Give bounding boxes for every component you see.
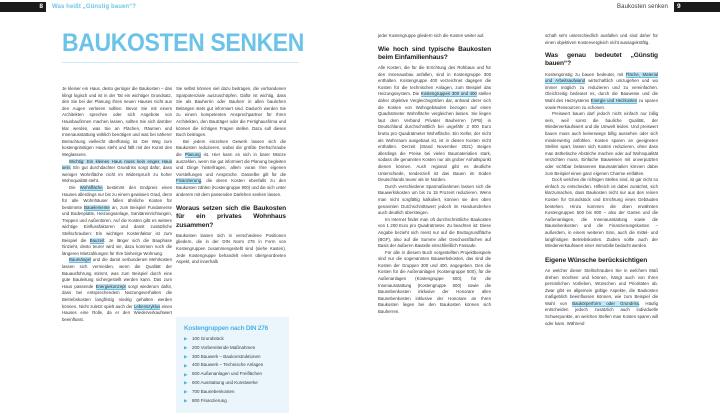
paragraph-text: stellen daher objektive Vergleichsgrößen dar, anhand derer sich die Kosten von Wohngebäuden bezogen auf einen Quadratmeter Wohnfläche vergleichen lassen. Sie liegen laut dem Verband Privater Bauherren (VPB) in Deutschland durchschnittlich bei ungefähr 2 000 Euro brutto pro Quadratmeter Wohnfläche. Ein Keller, der nicht als Wohnraum ausgebaut ist, ist in diesen Kosten nicht enthalten. Derzeit (Stand November 2021) steigen allerdings die Preise bei vielen Baumaterialien stark, sodass die genannten Kosten nur als grober Anhaltspunkt dienen können. Auch regional gibt es deutliche Unterschiede, tendenziell ist das Bauen im Süden Deutschlands teurer als im Norden. (378, 91, 492, 183)
info-box-list (184, 337, 282, 403)
paragraph: Im Internet findet man oft durchschnittliche Baukosten von 1 200 Euro pro Quadratmeter. Zu beachten ist: Diese Angabe bezieht sich meist nur auf die Bruttogrundfläche (BGF), also auf die Summe aller Geschossflächen auf Basis der äußeren Bauteile einschließlich Fassade. (378, 216, 491, 249)
paragraph: Baukosten lassen sich in verschiedene Positionen gliedern, die in der DIN Norm 276 in Form von Kostengruppen zusammengestellt sind (siehe Kasten). Jede Kostengruppe behandelt einen übergeordneten Aspekt, und innerhalb (176, 232, 286, 265)
paragraph (62, 185, 172, 258)
section-heading: Was genau bedeutet „Günstig bauen“? (545, 52, 658, 68)
list-item-label: 500 Außenanlagen und Freiflächen (192, 371, 263, 377)
section-heading: Wie hoch sind typische Baukosten beim Einfamilienhaus? (378, 45, 491, 61)
list-item (184, 372, 282, 377)
title-divider (62, 62, 299, 63)
highlight-term-flaeche-material: Fläche, Material und Arbeitsaufwand (545, 71, 658, 84)
highlight-term-energiekonzept: Energiekonzept (95, 283, 126, 289)
triangle-bullet-icon: ▶ (184, 380, 188, 386)
paragraph-text: eines Hauses eine Rolle, da er den Wiederverkaufswert beeinflusst. (62, 303, 172, 322)
highlight-term-baumaengel: Baumängel (69, 257, 91, 263)
paragraph-text: bestimmt den Endpreis eines Hauses allerdings nur bis zu einem gewissen Grad, denn für alle Wohnhäuser fallen ähnliche Kosten für bestimmte (62, 184, 172, 210)
paragraph (378, 65, 491, 184)
triangle-bullet-icon: ▶ (184, 371, 188, 377)
paragraph-text: ist. Hier kann es sich in barer Münze auszahlen, wenn Sie gut informiert die Planung begleiten und Dinge hinterfragen, allem voran Ihre eigenen Vorstellungen und Ansprüche. Dasselbe gilt für die (176, 151, 286, 177)
highlight-term-energie-heizkosten: Energie und Heizkosten (590, 98, 638, 104)
list-item (184, 346, 282, 351)
text-column-4 (545, 33, 658, 327)
list-item (184, 399, 282, 404)
list-item (184, 390, 282, 395)
section-heading: Woraus setzen sich die Baukosten für ein privates Wohnhaus zusammen? (176, 205, 286, 229)
list-item (184, 355, 282, 360)
list-item (184, 381, 282, 386)
paragraph (62, 257, 172, 323)
highlight-term-finanzierung: Finanzierung (176, 178, 202, 184)
running-header-right-title: Baukosten senken (617, 4, 668, 10)
paragraph-text: Ein gut durchdachter Grundriss sorgt dafür, dass weniger Wohnfläche nicht im Widerspruch zu hoher Wohnqualität steht. (62, 165, 172, 184)
paragraph-text: : Je länger sich die Bauphase hinzieht, desto teurer wird sie, dazu kommen noch die längeren Mietzahlungen für Ihre bisherige Wohnung. (62, 237, 172, 256)
text-column-2 (176, 86, 286, 266)
paragraph-text: und die damit verbundenen Mehrkosten lassen sich vermeiden, wenn die Qualität der Bauausführung stimmt, was zum Beispiel durch eine gute Bauleitung sichergestellt werden kann. Das zum Haus passende (62, 257, 172, 289)
paragraph-text: Alle Kosten, die für die Errichtung des Rohbaus und für den Innenausbau anfallen, sind in Kostengruppe 300 enthalten. Kostengruppe 400 verzeichnet dagegen die Kosten für die technischen Anlagen, zum Beispiel das Heizungssystem. Die (378, 65, 491, 97)
triangle-bullet-icon: ▶ (184, 362, 188, 368)
triangle-bullet-icon: ▶ (184, 353, 188, 359)
paragraph: Sie selbst können viel dazu beitragen, die vorhandenen Sparpotenziale auszuschöpfen. Dafür ist wichtig, dass Sie als Bauherrin oder Bauherr in allen baulichen Belangen stets gut informiert sind. Dadurch werden Sie zu einem kompetenten Ansprechpartner für Ihren Architekten, den Bauträger oder die Fertighausfirma und können die richtigen Fragen stellen. Dazu soll dieses Buch beitragen. (176, 86, 286, 138)
paragraph-text: wirtschaftlich umzugehen und wo immer möglich zu reduzieren und zu vereinfachen. Gleichzeitig bedeutet es, durch die Bauweise und die Wahl des Heizsystems (545, 78, 658, 104)
list-item-label: 400 Bauwerk – Technische Anlagen (192, 362, 264, 368)
running-header-right (617, 2, 720, 12)
highlight-term-lebenszyklus: Lebenszyklus (133, 303, 161, 309)
paragraph-text: an, zum Beispiel Fundamente und Bodenplatte, Heizungsanlage, Sanitäreinrichtungen, Treppen und Außentüren. Auf die Kosten gibt es weitere wichtige Einflussfaktoren und damit zusätzliche Stellschrauben: Ein wichtiger Kostenfaktor ist zum Beispiel die (62, 204, 172, 243)
paragraph: Preiswert bauen darf jedoch nicht einfach nur billig sein, weil sonst die bauliche Qualität, der Wiederverkaufswert und die Umwelt leiden. Und preiswert bauen muss auch keineswegs billig aussehen oder sich minderwertig anfühlen. Kosten sparen an geeigneten Stellen spart, lassen sich Kosten reduzieren, ohne dass man ästhetische Abstriche machen oder auf Wohnqualität verzichten muss. Einfache Bauweisen mit unverputzten oder sichtbar belassenen Baumaterialien können dabei zum Beispiel einen ganz eigenen Charme entfalten. (545, 111, 658, 176)
paragraph: Je kleiner ein Haus, desto geringer die Baukosten – das klingt logisch und ist in der Tat ein wichtiger Grundsatz, den Sie bei der Planung Ihres neuen Hauses nicht aus den Augen verlieren sollten. Bevor Sie mit einem Architekten sprechen oder sich Angebote von Hausbaufirmen machen lassen, sollten Sie sich darüber klar werden, was Sie an Flächen, Räumen und Innenausstattung wirklich benötigen und was bei näherer Betrachtung vielleicht überflüssig ist. Der Weg zum kostengünstigen Haus steht und fällt mit der Kunst des Weglassens. (62, 86, 172, 157)
paragraph: Durch verschiedene Sparmaßnahmen lassen sich die Bauwerkskosten um bis zu 15 Prozent reduzieren. Wenn man nicht sorgfältig kalkuliert, können sie den oben genannten Durchschnittswert jedoch im Handumdrehen auch deutlich übersteigen. (378, 183, 491, 216)
list-item (184, 337, 282, 342)
highlight-phrase: Wichtig: Ein kleines Haus muss kein enges Haus sein. (62, 158, 172, 171)
paragraph (62, 159, 172, 185)
highlight-term-wohnflaeche: Wohnfläche (79, 184, 103, 190)
highlight-term-bauzeit: Bauzeit (89, 237, 105, 243)
triangle-bullet-icon: ▶ (184, 345, 188, 351)
list-item-label: 600 Ausstattung und Kunstwerke (192, 379, 258, 385)
folio-right: 9 (674, 2, 720, 12)
paragraph-text: zu sparen sowie Ressourcen zu schonen. (545, 98, 658, 110)
highlight-term-planung: Planung (184, 151, 201, 157)
paragraph: jeder Kostengruppe gliedern sich die Kosten weiter auf. (378, 33, 485, 38)
highlight-term-bauelemente: Bauelemente (84, 204, 110, 210)
paragraph (545, 268, 658, 327)
triangle-bullet-icon: ▶ (184, 389, 188, 395)
list-item-label: 200 Vorbereitende Maßnahmen (192, 344, 256, 350)
text-column-1 (62, 86, 172, 323)
paragraph-text: Die (69, 184, 80, 190)
triangle-bullet-icon: ▶ (184, 336, 188, 342)
paragraph-text: Bei jedem einzelnen Gewerk lassen sich die Baukosten reduzieren, wobei die größte Drehschraube die (176, 138, 286, 157)
page-title: BAUKOSTEN SENKEN (62, 29, 305, 57)
highlight-term-kostengruppen: Kostengruppen 300 und 400 (420, 91, 477, 97)
paragraph: Für alle in diesem Buch vorgestellten Projektbeispiele sind nur die sogenannten Bauwerkskosten, das sind die Kosten der Gruppen 300 und 400, angegeben. Den die Kosten für die Außenanlagen (Kostengruppe 500), für die Außenanlagen (Kostengruppe 500), für die Innenausstattung (Kostengruppe 600) sowie die Baunebenkosten inklusive der Honorare allen Baunebenkosten inklusive der Honorare an Ihren Baukosten liegen bei den Baukosten können sich Bauherren. (378, 249, 491, 315)
folio-left: 8 (0, 2, 46, 12)
running-header (0, 0, 720, 18)
list-item-label: 300 Bauwerk – Baukonstruktionen (192, 353, 261, 359)
list-item-label: 700 Baunebenkosten (192, 388, 235, 394)
triangle-bullet-icon: ▶ (184, 397, 188, 403)
paragraph-text: , die deren Kosten ebenfalls zu den Baukosten zählen (Kostengruppe 800) und die sich unter anderem mit dem passenden Darlehen senken lassen. (176, 178, 286, 197)
paragraph: schaft sehr unterschiedlich ausfallen und sind daher für einen objektiven Kostenvergleich nicht aussagekräftig. (545, 33, 658, 45)
section-heading: Eigene Wünsche berücksichtigen (545, 256, 648, 264)
list-item-label: 800 Finanzierung (192, 397, 227, 403)
paragraph-text: . Häufig entscheiden jedoch zusätzlich auch individuelle Schwerpunkte, an welchen Stellen man Kosten sparen will oder kann. Während (545, 300, 658, 326)
info-box-title: Kostengruppen nach DIN 276 (184, 325, 268, 332)
paragraph-text: Kostengünstig zu bauen bedeutet, mit (545, 71, 626, 77)
list-item (184, 363, 282, 368)
paragraph-text: sorgt wiederum dafür, dass bei entsprechendem Nutzungsverhalten die Betriebskosten langfristig niedrig gehalten werden können. Nicht zuletzt spielt auch der (62, 283, 172, 309)
text-column-3 (378, 33, 491, 316)
running-header-left (0, 2, 136, 12)
highlight-term-baukoerperform: Baukörperform oder Grundriss (572, 300, 639, 306)
info-box-kostengruppen (176, 317, 289, 413)
running-header-left-title: Was heißt „Günstig bauen“? (52, 4, 137, 10)
paragraph-text: An welcher dieser Stellschrauben Sie in welchem Maß drehen möchten und können, hängt auch von Ihren persönlichen Vorlieben, Wünschen und Prioritäten ab. Zwar gibt es allgemein gültige Aspekte, die Baukosten maßgeblich beeinflussen können, wie zum Beispiel die Wahl von (545, 267, 658, 306)
paragraph: Doch welches die richtigen Stellen sind, ist gar nicht so einfach zu entscheiden. Hilfreich ist dabei zunächst, sich klarzumachen, dass Baukosten nicht nur aus den reinen Kosten für Grundstück und Errichtung eines Gebäudes bestehen. Hinzu kommen die oben erwähnten Kostengruppen 500 bis 800 – also der Garten und die Außenanlagen, die Innenausstattung sowie die Baunebenkosten und die Finanzierungskosten – außerdem, in einem weiteren Sinn, auch die mittel- und langfristigen Betriebskosten. Zudem sollte auch der Wiederverkaufswert einer Immobilie bedacht werden. (545, 177, 658, 249)
paragraph (545, 72, 658, 112)
paragraph (176, 139, 286, 198)
list-item-label: 100 Grundstück (192, 336, 224, 341)
